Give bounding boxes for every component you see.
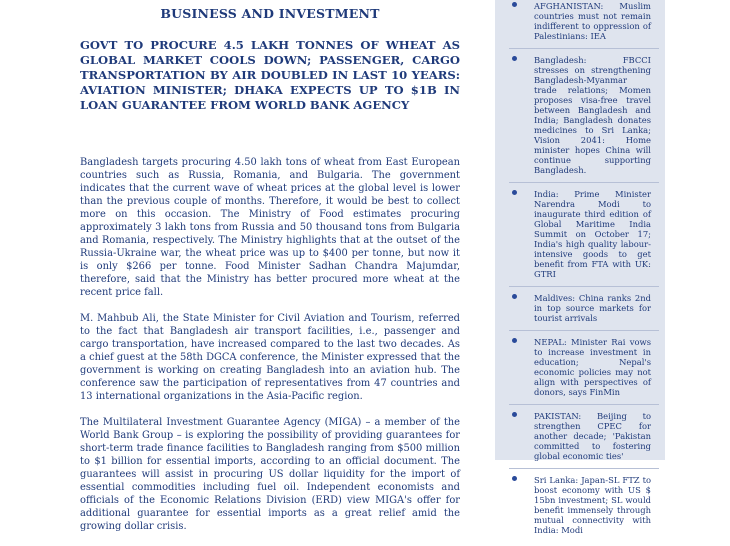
article-paragraph-2: M. Mahbub Ali, the State Minister for Civil Aviation and Tourism, referred to the fact that Bangladesh air transport facilities, i.e., passenger and cargo transportation, have increased compared to the last two decades. As a chief guest at the 58th DGCA conference, the Minister expressed that the government is working on creating Bangladesh into an aviation hub. The conference saw the participation of representatives from 47 countries and 13 international organizations in the Asia-Pacific region. <box>80 313 460 402</box>
article-headline: GOVT TO PROCURE 4.5 LAKH TONNES OF WHEAT AS GLOBAL MARKET COOLS DOWN; PASSENGER, CARGO TRANSPORTATION BY AIR DOUBLED IN LAST 10 YEARS: AVIATION MINISTER; DHAKA EXPECTS UP TO $1B IN LOAN GUARANTEE FROM WORLD BANK AGENCY <box>80 38 460 112</box>
sidebar-item-text: India: Prime Minister Narendra Modi to inaugurate third edition of Global Maritime India Summit on October 17; India's high quality labour-intensive goods to get benefit from FTA with UK: GTRI <box>534 189 651 279</box>
sidebar-item-text: PAKISTAN: Beijing to strengthen CPEC for another decade; 'Pakistan committed to fostering global economic ties' <box>534 411 651 461</box>
sidebar-item-text: Maldives: China ranks 2nd in top source markets for tourist arrivals <box>534 293 651 323</box>
sidebar-item-sri-lanka[interactable] <box>509 469 659 542</box>
section-title: BUSINESS AND INVESTMENT <box>160 6 380 21</box>
bullet-icon <box>512 56 517 61</box>
news-sidebar <box>495 0 665 535</box>
bullet-icon <box>512 190 517 195</box>
sidebar-item-text: Sri Lanka: Japan-SL FTZ to boost economy with US $ 15bn investment; SL would benefit immensely through mutual connectivity with India: Modi <box>534 475 651 535</box>
article-paragraph-3: The Multilateral Investment Guarantee Agency (MIGA) – a member of the World Bank Group – is exploring the possibility of providing guarantees for short-term trade finance facilities to Bangladesh ranging from $500 million to $1 billion for essential imports, according to an official document. The guarantees will assist in procuring US dollar liquidity for the import of essential commodities including fuel oil. Independent economists and officials of the Economic Relations Division (ERD) view MIGA's offer for additional guarantee for essential imports as a great relief amid the growing dollar crisis. <box>80 417 460 532</box>
sidebar-item-text: NEPAL: Minister Rai vows to increase investment in education; Nepal's economic policies may not align with perspectives of donors, says FinMin <box>534 337 651 397</box>
sidebar-list <box>495 0 665 542</box>
bullet-icon <box>512 476 517 481</box>
sidebar-item-bangladesh[interactable] <box>509 49 659 183</box>
article-paragraph-1: Bangladesh targets procuring 4.50 lakh tons of wheat from East European countries such as Russia, Romania, and Bulgaria. The government indicates that the current wave of wheat prices at the global level is lower than the previous couple of months. Therefore, it would be best to collect more on this occasion. The Ministry of Food estimates procuring approximately 3 lakh tons from Russia and 50 thousand tons from Bulgaria and Romania, respectively. The Ministry highlights that at the outset of the Russia-Ukraine war, the wheat price was up to $400 per tonne, but now it is only $266 per tonne. Food Minister Sadhan Chandra Majumdar, therefore, said that the Ministry has better procured more wheat at the recent price fall. <box>80 157 460 298</box>
bullet-icon <box>512 2 517 7</box>
sidebar-item-pakistan[interactable] <box>509 405 659 469</box>
bullet-icon <box>512 338 517 343</box>
sidebar-item-text: Bangladesh: FBCCI stresses on strengthening Bangladesh-Myanmar trade relations; Momen proposes visa-free travel between Bangladesh and India; Bangladesh donates medicines to Sri Lanka; Vision 2041: Home minister hopes China will continue supporting Bangladesh. <box>534 55 651 175</box>
bullet-icon <box>512 294 517 299</box>
sidebar-item-nepal[interactable] <box>509 331 659 405</box>
sidebar-item-text: AFGHANISTAN: Muslim countries must not remain indifferent to oppression of Palestinians: IEA <box>534 1 651 41</box>
article-body <box>80 156 460 546</box>
sidebar-item-maldives[interactable] <box>509 287 659 331</box>
bullet-icon <box>512 412 517 417</box>
sidebar-item-afghanistan[interactable] <box>509 0 659 49</box>
sidebar-item-india[interactable] <box>509 183 659 287</box>
